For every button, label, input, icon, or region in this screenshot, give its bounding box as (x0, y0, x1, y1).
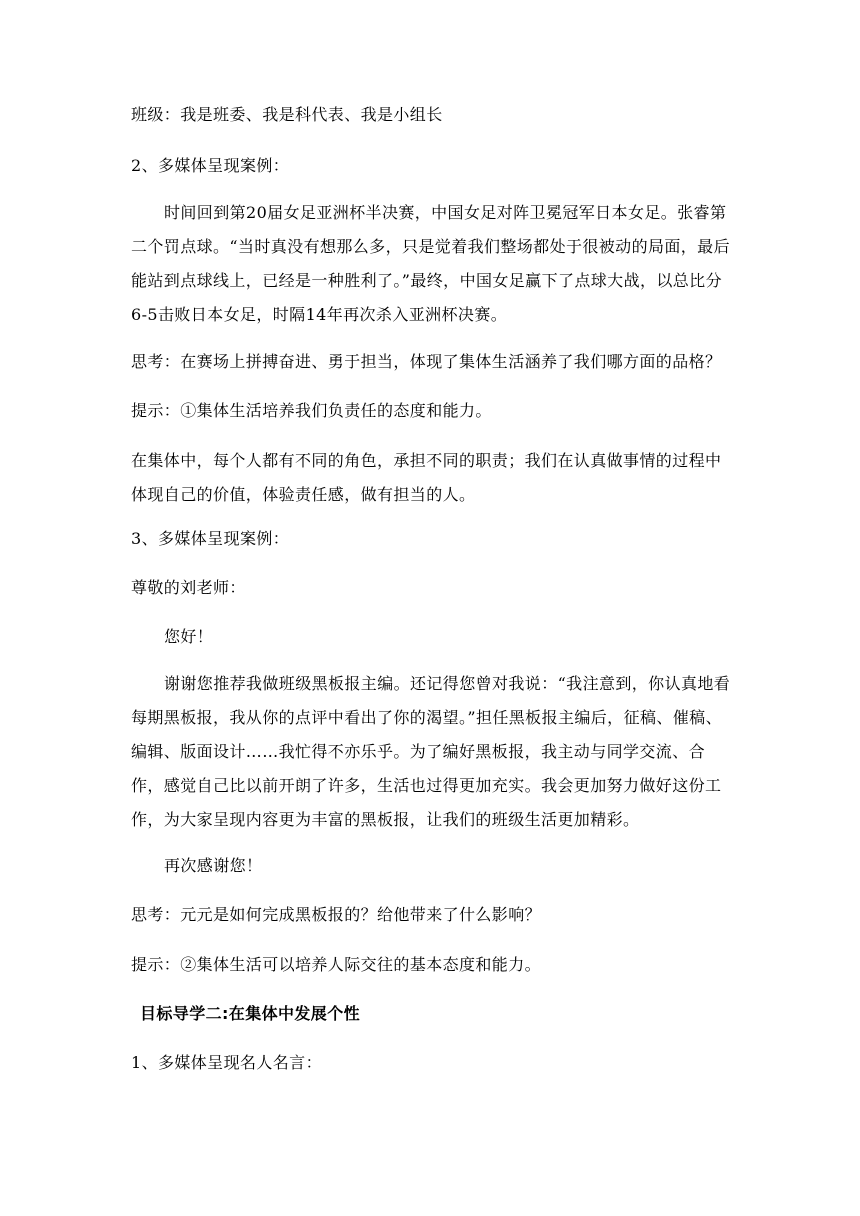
case-2-heading: 2、多媒体呈现案例： (131, 156, 290, 175)
letter-body: 谢谢您推荐我做班级黑板报主编。还记得您曾对我说：“我注意到，你认真地看每期黑板报，我从你的点评中看出了你的渴望。”担任黑板报主编后，征稿、催稿、编辑、版面设计……我忙得不亦乐乎。为了编好黑板报，我主动与同学交流、合作，感觉自己比以前开朗了许多，生活也过得更加充实。我会更加努力做好这份工作，为大家呈现内容更为丰富的黑板报，让我们的班级生活更加精彩。 (131, 674, 731, 829)
think-question-2: 思考：元元是如何完成黑板报的？给他带来了什么影响？ (131, 905, 542, 924)
section-heading-goal-2: 目标导学二:在集体中发展个性 (140, 1004, 360, 1023)
letter-salutation: 尊敬的刘老师： (131, 578, 246, 597)
think-question-1: 思考：在赛场上拼搏奋进、勇于担当，体现了集体生活涵养了我们哪方面的品格？ (131, 352, 722, 371)
responsibility-paragraph: 在集体中，每个人都有不同的角色，承担不同的职责；我们在认真做事情的过程中体现自己的价值，体验责任感，做有担当的人。 (131, 451, 722, 504)
case-3-heading: 3、多媒体呈现案例： (131, 529, 290, 548)
hint-2: 提示：②集体生活可以培养人际交往的基本态度和能力。 (131, 955, 542, 974)
hint-1: 提示：①集体生活培养我们负责任的态度和能力。 (131, 401, 492, 420)
letter-greeting: 您好！ (164, 627, 214, 646)
quotes-heading: 1、多媒体呈现名人名言： (131, 1053, 322, 1072)
football-case-paragraph: 时间回到第20届女足亚洲杯半决赛，中国女足对阵卫冕冠军日本女足。张睿第二个罚点球。“当时真没有想那么多，只是觉着我们整场都处于很被动的局面，最后能站到点球线上，已经是一种胜利了。”最终，中国女足赢下了点球大战，以总比分6-5击败日本女足，时隔14年再次杀入亚洲杯决赛。 (131, 203, 730, 324)
letter-closing: 再次感谢您！ (164, 856, 263, 875)
class-roles-line: 班级：我是班委、我是科代表、我是小组长 (131, 105, 443, 124)
